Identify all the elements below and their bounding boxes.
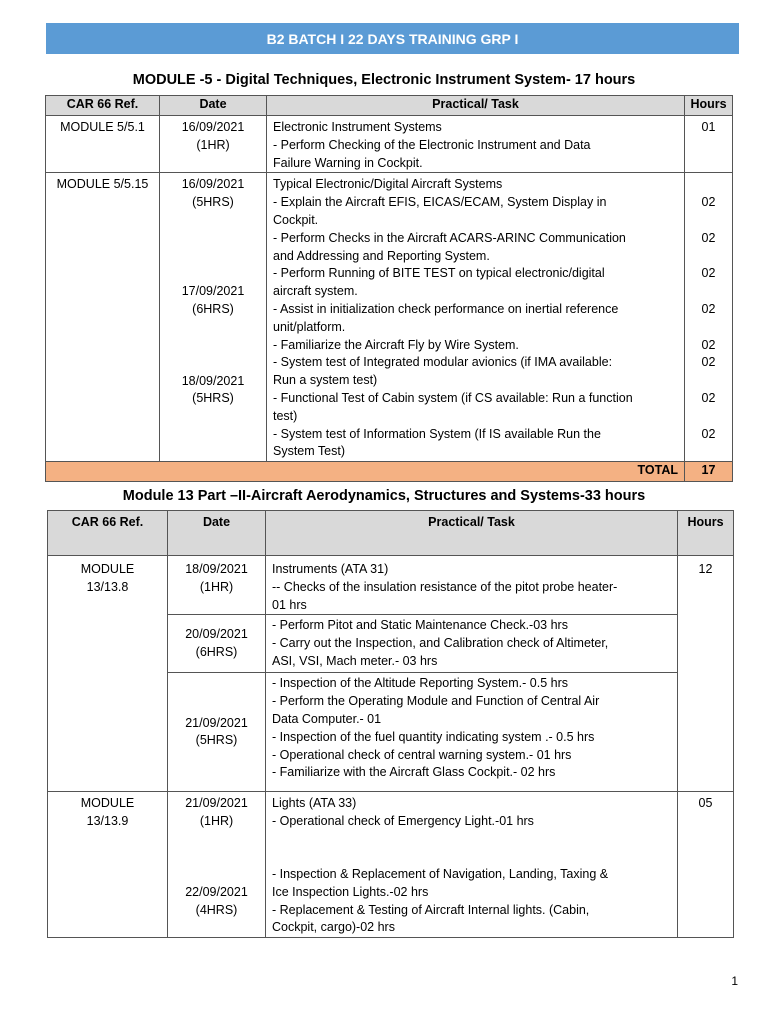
car-ref: MODULE 5/5.1 [46, 116, 160, 173]
task-line: -- Checks of the insulation resistance of the pitot probe heater- [272, 579, 618, 594]
hours-cell: 12 [678, 556, 734, 792]
duration: (5HRS) [195, 733, 238, 748]
hours-cell: 01 [685, 116, 733, 173]
date: 16/09/2021 [181, 120, 245, 134]
task-title: Typical Electronic/Digital Aircraft Systems [273, 177, 503, 192]
task-line: - System test of Information System (If IS available Run the [273, 426, 601, 441]
car-ref-line: MODULE [80, 796, 135, 811]
module13-title: Module 13 Part –II-Aircraft Aerodynamics, Structures and Systems-33 hours [122, 488, 646, 504]
header-task: Practical/ Task [267, 96, 685, 116]
duration: (1HR) [196, 137, 230, 152]
task-title: Instruments (ATA 31) [272, 562, 389, 576]
duration: (1HR) [199, 579, 234, 594]
hours-value: 02 [701, 230, 716, 245]
task-cell [266, 615, 678, 673]
date-cell [160, 173, 267, 462]
task-line: - Perform Checks in the Aircraft ACARS-ARINC Communication [273, 230, 626, 245]
car-ref: MODULE 5/5.15 [46, 173, 160, 462]
date-cell [168, 792, 266, 938]
table-row [46, 173, 733, 462]
task-line: ASI, VSI, Mach meter.- 03 hrs [272, 653, 438, 668]
car-ref-line: 13/13.9 [86, 814, 129, 829]
car-ref-line: 13/13.8 [86, 579, 129, 594]
task-cell [266, 673, 678, 792]
date: 20/09/2021 [185, 627, 248, 642]
date: 21/09/2021 [185, 796, 248, 811]
task-line: System Test) [273, 444, 346, 459]
duration: (5HRS) [192, 391, 234, 406]
hours-value: 02 [701, 337, 716, 352]
header-car-ref: CAR 66 Ref. [48, 511, 168, 556]
header-hours: Hours [685, 96, 733, 116]
table-header-row [48, 511, 734, 556]
task-line: - Perform Checking of the Electronic Instrument and Data [273, 137, 591, 152]
duration: (6HRS) [192, 301, 234, 316]
task-title: Lights (ATA 33) [272, 796, 357, 811]
header-date: Date [168, 511, 266, 556]
total-label: TOTAL [46, 462, 685, 482]
task-line: - Assist in initialization check performance on inertial reference [273, 301, 619, 316]
task-line: - System test of Integrated modular avionics (if IMA available: [273, 355, 613, 370]
task-line: - Explain the Aircraft EFIS, EICAS/ECAM, System Display in [273, 195, 607, 210]
task-line: - Familiarize with the Aircraft Glass Cockpit.- 02 hrs [272, 765, 556, 780]
header-hours: Hours [678, 511, 734, 556]
table-row [48, 556, 734, 615]
task-line: - Inspection of the Altitude Reporting System.- 0.5 hrs [272, 676, 568, 691]
hours-value: 02 [701, 426, 716, 441]
duration: (1HR) [199, 814, 234, 829]
date-cell [168, 673, 266, 792]
page-number: 1 [731, 974, 738, 988]
task-line: aircraft system. [273, 284, 358, 299]
task-line: unit/platform. [273, 319, 346, 334]
duration: (6HRS) [195, 644, 238, 659]
hours-value: 02 [701, 355, 716, 370]
task-title: Electronic Instrument Systems [273, 120, 442, 134]
task-line: Failure Warning in Cockpit. [273, 155, 423, 170]
hours-value: 02 [701, 266, 716, 281]
task-line: - Familiarize the Aircraft Fly by Wire System. [273, 337, 519, 352]
task-line: 01 hrs [272, 597, 307, 612]
duration: (5HRS) [192, 195, 234, 210]
task-line: - Operational check of central warning system.- 01 hrs [272, 747, 572, 762]
task-line: - Replacement & Testing of Aircraft Internal lights. (Cabin, [272, 902, 590, 917]
date-cell [168, 556, 266, 615]
table-row [46, 116, 733, 173]
task-cell [266, 792, 678, 938]
duration: (4HRS) [195, 902, 238, 917]
table-header-row [46, 96, 733, 116]
document-banner: B2 BATCH I 22 DAYS TRAINING GRP I [46, 23, 739, 54]
date: 16/09/2021 [181, 177, 245, 192]
task-line: - Carry out the Inspection, and Calibration check of Altimeter, [272, 636, 609, 651]
date-cell [168, 615, 266, 673]
table-row [48, 792, 734, 938]
task-line: - Perform Running of BITE TEST on typical electronic/digital [273, 266, 605, 281]
task-line: test) [273, 408, 298, 423]
date: 21/09/2021 [185, 715, 248, 730]
task-line: - Operational check of Emergency Light.-01 hrs [272, 814, 534, 829]
task-line: Data Computer.- 01 [272, 711, 382, 726]
hours-value: 02 [701, 195, 716, 210]
task-line: - Inspection & Replacement of Navigation, Landing, Taxing & [272, 866, 609, 881]
date: 18/09/2021 [181, 373, 245, 388]
date: 18/09/2021 [185, 562, 248, 576]
total-value: 17 [685, 462, 733, 482]
task-line: Ice Inspection Lights.-02 hrs [272, 884, 429, 899]
hours-cell [685, 173, 733, 462]
hours-value: 02 [701, 390, 716, 405]
task-cell [267, 173, 685, 462]
car-ref [48, 792, 168, 938]
task-line: - Inspection of the fuel quantity indicating system .- 0.5 hrs [272, 729, 595, 744]
module5-table [45, 95, 733, 482]
car-ref-line: MODULE [80, 562, 135, 576]
car-ref [48, 556, 168, 792]
task-line: Cockpit. [273, 212, 319, 227]
total-row [46, 462, 733, 482]
task-cell [267, 116, 685, 173]
task-line: - Functional Test of Cabin system (if CS available: Run a function [273, 390, 633, 405]
module5-title: MODULE -5 - Digital Techniques, Electronic Instrument System- 17 hours [132, 72, 636, 88]
task-cell [266, 556, 678, 615]
task-line: and Addressing and Reporting System. [273, 248, 490, 263]
date-cell [160, 116, 267, 173]
module13-table [47, 510, 734, 938]
date: 22/09/2021 [185, 884, 248, 899]
task-line: - Perform Pitot and Static Maintenance Check.-03 hrs [272, 618, 568, 633]
header-date: Date [160, 96, 267, 116]
task-line: - Perform the Operating Module and Function of Central Air [272, 694, 600, 709]
date: 17/09/2021 [181, 283, 245, 298]
hours-cell: 05 [678, 792, 734, 938]
task-line: Cockpit, cargo)-02 hrs [272, 920, 395, 935]
task-line: Run a system test) [273, 373, 378, 388]
header-task: Practical/ Task [266, 511, 678, 556]
header-car-ref: CAR 66 Ref. [46, 96, 160, 116]
hours-value: 02 [701, 301, 716, 316]
